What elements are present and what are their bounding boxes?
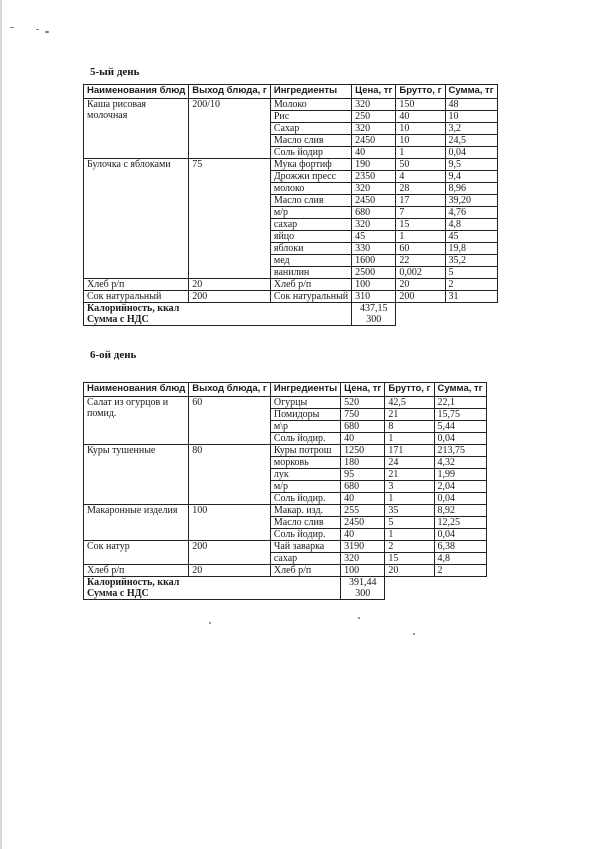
dish-yield: 200: [189, 541, 271, 565]
dish-name: Куры тушенные: [84, 445, 189, 505]
ingredient-price: 680: [341, 421, 385, 433]
calories-value: 391,44: [349, 577, 377, 588]
ingredient-price: 330: [352, 243, 396, 255]
ingredient-price: 320: [352, 183, 396, 195]
ingredient-sum: 5,44: [434, 421, 486, 433]
table-row: [84, 505, 487, 517]
scan-speck: [209, 622, 211, 624]
ingredient-name: Хлеб р/п: [270, 279, 351, 291]
ingredient-gross: 3: [385, 481, 434, 493]
ingredient-sum: 0,04: [445, 147, 497, 159]
ingredient-name: Соль йодир.: [270, 529, 340, 541]
ingredient-price: 100: [352, 279, 396, 291]
ingredient-gross: 15: [396, 219, 445, 231]
day6-menu-table: [83, 382, 487, 600]
table-header-row: [84, 383, 487, 397]
ingredient-gross: 10: [396, 123, 445, 135]
ingredient-sum: 10: [445, 111, 497, 123]
ingredient-name: яйцо: [270, 231, 351, 243]
ingredient-sum: 4,8: [434, 553, 486, 565]
ingredient-gross: 28: [396, 183, 445, 195]
dish-name: Хлеб р/п: [84, 279, 189, 291]
ingredient-sum: 48: [445, 99, 497, 111]
ingredient-name: молоко: [270, 183, 351, 195]
empty-cell: [385, 577, 486, 600]
totals-labels: [84, 303, 352, 326]
ingredient-gross: 21: [385, 409, 434, 421]
table-header-row: [84, 85, 498, 99]
ingredient-price: 40: [341, 433, 385, 445]
ingredient-gross: 1: [396, 231, 445, 243]
ingredient-gross: 0,002: [396, 267, 445, 279]
ingredient-name: лук: [270, 469, 340, 481]
ingredient-gross: 20: [385, 565, 434, 577]
dish-name: Сок натур: [84, 541, 189, 565]
scan-speck: [358, 617, 360, 619]
vat-sum-value: 300: [366, 314, 382, 325]
column-header: Цена, тг: [341, 383, 385, 397]
column-header: Сумма, тг: [434, 383, 486, 397]
ingredient-name: Соль йодир.: [270, 493, 340, 505]
column-header: Брутто, г: [396, 85, 445, 99]
calories-label: Калорийность, ккал: [87, 303, 180, 314]
dish-name: Салат из огурцов и помид.: [84, 397, 189, 445]
ingredient-gross: 35: [385, 505, 434, 517]
ingredient-gross: 2: [385, 541, 434, 553]
ingredient-sum: 8,92: [434, 505, 486, 517]
ingredient-price: 40: [341, 529, 385, 541]
ingredient-gross: 5: [385, 517, 434, 529]
ingredient-name: сахар: [270, 219, 351, 231]
ingredient-name: ванилин: [270, 267, 351, 279]
scan-speck: [413, 633, 415, 635]
ingredient-sum: 35,2: [445, 255, 497, 267]
day5-title: 5-ый день: [90, 66, 140, 78]
table-row: [84, 541, 487, 553]
column-header: Выход блюда, г: [189, 383, 271, 397]
totals-values: [341, 577, 385, 600]
ingredient-name: Соль йодир.: [270, 433, 340, 445]
ingredient-sum: 0,04: [434, 433, 486, 445]
ingredient-name: Хлеб р/п: [270, 565, 340, 577]
ingredient-name: м/р: [270, 481, 340, 493]
ingredient-name: мед: [270, 255, 351, 267]
ingredient-gross: 50: [396, 159, 445, 171]
ingredient-sum: 6,38: [434, 541, 486, 553]
ingredient-price: 250: [352, 111, 396, 123]
ingredient-price: 40: [352, 147, 396, 159]
ingredient-price: 2450: [352, 195, 396, 207]
ingredient-price: 320: [352, 123, 396, 135]
dish-name: Каша рисовая молочная: [84, 99, 189, 159]
dish-yield: 100: [189, 505, 271, 541]
ingredient-name: Куры потрош: [270, 445, 340, 457]
ingredient-gross: 21: [385, 469, 434, 481]
ingredient-price: 320: [352, 99, 396, 111]
ingredient-sum: 0,04: [434, 493, 486, 505]
scan-speck: [45, 31, 49, 33]
dish-yield: 20: [189, 279, 271, 291]
ingredient-sum: 22,1: [434, 397, 486, 409]
ingredient-name: Дрожжи пресс: [270, 171, 351, 183]
ingredient-price: 255: [341, 505, 385, 517]
ingredient-name: Рис: [270, 111, 351, 123]
ingredient-name: Сахар: [270, 123, 351, 135]
ingredient-gross: 1: [385, 433, 434, 445]
ingredient-price: 180: [341, 457, 385, 469]
ingredient-gross: 150: [396, 99, 445, 111]
ingredient-price: 320: [341, 553, 385, 565]
table-row: [84, 279, 498, 291]
ingredient-gross: 1: [396, 147, 445, 159]
ingredient-sum: 39,20: [445, 195, 497, 207]
table-row: [84, 99, 498, 111]
column-header: Наименования блюд: [84, 383, 189, 397]
ingredient-price: 45: [352, 231, 396, 243]
ingredient-name: Мука фортиф: [270, 159, 351, 171]
ingredient-price: 520: [341, 397, 385, 409]
vat-sum-value: 300: [355, 588, 371, 599]
table-row: [84, 159, 498, 171]
ingredient-sum: 4,32: [434, 457, 486, 469]
ingredient-gross: 4: [396, 171, 445, 183]
ingredient-sum: 12,25: [434, 517, 486, 529]
ingredient-price: 95: [341, 469, 385, 481]
empty-cell: [396, 303, 497, 326]
ingredient-sum: 15,75: [434, 409, 486, 421]
ingredient-sum: 8,96: [445, 183, 497, 195]
column-header: Цена, тг: [352, 85, 396, 99]
ingredient-gross: 10: [396, 135, 445, 147]
ingredient-gross: 24: [385, 457, 434, 469]
ingredient-gross: 1: [385, 493, 434, 505]
ingredient-price: 2350: [352, 171, 396, 183]
ingredient-sum: 2,04: [434, 481, 486, 493]
ingredient-gross: 17: [396, 195, 445, 207]
ingredient-sum: 3,2: [445, 123, 497, 135]
table-row: [84, 565, 487, 577]
column-header: Брутто, г: [385, 383, 434, 397]
ingredient-sum: 9,5: [445, 159, 497, 171]
ingredient-price: 1250: [341, 445, 385, 457]
dish-yield: 60: [189, 397, 271, 445]
ingredient-sum: 1,99: [434, 469, 486, 481]
column-header: Выход блюда, г: [189, 85, 271, 99]
dish-name: Булочка с яблоками: [84, 159, 189, 279]
ingredient-sum: 2: [434, 565, 486, 577]
scan-speck: [36, 29, 39, 30]
ingredient-name: Сок натуральный: [270, 291, 351, 303]
ingredient-name: морковь: [270, 457, 340, 469]
ingredient-name: сахар: [270, 553, 340, 565]
ingredient-sum: 45: [445, 231, 497, 243]
ingredient-name: Помидоры: [270, 409, 340, 421]
ingredient-gross: 22: [396, 255, 445, 267]
dish-name: Макаронные изделия: [84, 505, 189, 541]
table-row: [84, 397, 487, 409]
dish-yield: 75: [189, 159, 271, 279]
ingredient-gross: 7: [396, 207, 445, 219]
ingredient-name: м/р: [270, 207, 351, 219]
column-header: Наименования блюд: [84, 85, 189, 99]
ingredient-price: 1600: [352, 255, 396, 267]
ingredient-sum: 31: [445, 291, 497, 303]
ingredient-gross: 171: [385, 445, 434, 457]
dish-yield: 200: [189, 291, 271, 303]
table-row: [84, 291, 498, 303]
ingredient-sum: 213,75: [434, 445, 486, 457]
ingredient-sum: 9,4: [445, 171, 497, 183]
ingredient-price: 310: [352, 291, 396, 303]
dish-name: Хлеб р/п: [84, 565, 189, 577]
ingredient-gross: 15: [385, 553, 434, 565]
ingredient-price: 3190: [341, 541, 385, 553]
ingredient-price: 320: [352, 219, 396, 231]
vat-sum-label: Сумма с НДС: [87, 314, 149, 325]
ingredient-gross: 200: [396, 291, 445, 303]
ingredient-name: Соль йодир: [270, 147, 351, 159]
ingredient-price: 190: [352, 159, 396, 171]
table-row: [84, 445, 487, 457]
dish-name: Сок натуральный: [84, 291, 189, 303]
ingredient-price: 100: [341, 565, 385, 577]
ingredient-name: Огурцы: [270, 397, 340, 409]
ingredient-price: 40: [341, 493, 385, 505]
column-header: Ингредиенты: [270, 383, 340, 397]
scan-speck: [10, 27, 14, 28]
ingredient-name: м\р: [270, 421, 340, 433]
ingredient-price: 2500: [352, 267, 396, 279]
ingredient-price: 2450: [341, 517, 385, 529]
ingredient-gross: 8: [385, 421, 434, 433]
ingredient-gross: 40: [396, 111, 445, 123]
totals-row: [84, 577, 487, 600]
page-edge: [0, 0, 2, 849]
ingredient-sum: 24,5: [445, 135, 497, 147]
day5-menu-table: [83, 84, 498, 326]
ingredient-gross: 20: [396, 279, 445, 291]
ingredient-name: Масло слив: [270, 517, 340, 529]
day6-title: 6-ой день: [90, 349, 137, 361]
ingredient-price: 680: [352, 207, 396, 219]
calories-value: 437,15: [360, 303, 388, 314]
ingredient-name: Макар. изд.: [270, 505, 340, 517]
ingredient-sum: 0,04: [434, 529, 486, 541]
totals-row: [84, 303, 498, 326]
ingredient-name: Масло слив: [270, 195, 351, 207]
ingredient-sum: 4,76: [445, 207, 497, 219]
calories-label: Калорийность, ккал: [87, 577, 180, 588]
ingredient-gross: 60: [396, 243, 445, 255]
ingredient-sum: 19,8: [445, 243, 497, 255]
ingredient-price: 2450: [352, 135, 396, 147]
totals-labels: [84, 577, 341, 600]
dish-yield: 200/10: [189, 99, 271, 159]
ingredient-name: Масло слив: [270, 135, 351, 147]
vat-sum-label: Сумма с НДС: [87, 588, 149, 599]
ingredient-price: 680: [341, 481, 385, 493]
ingredient-price: 750: [341, 409, 385, 421]
ingredient-sum: 4,8: [445, 219, 497, 231]
ingredient-name: яблоки: [270, 243, 351, 255]
column-header: Сумма, тг: [445, 85, 497, 99]
totals-values: [352, 303, 396, 326]
column-header: Ингредиенты: [270, 85, 351, 99]
ingredient-name: Молоко: [270, 99, 351, 111]
ingredient-gross: 1: [385, 529, 434, 541]
dish-yield: 80: [189, 445, 271, 505]
ingredient-sum: 5: [445, 267, 497, 279]
ingredient-sum: 2: [445, 279, 497, 291]
dish-yield: 20: [189, 565, 271, 577]
ingredient-gross: 42,5: [385, 397, 434, 409]
ingredient-name: Чай заварка: [270, 541, 340, 553]
